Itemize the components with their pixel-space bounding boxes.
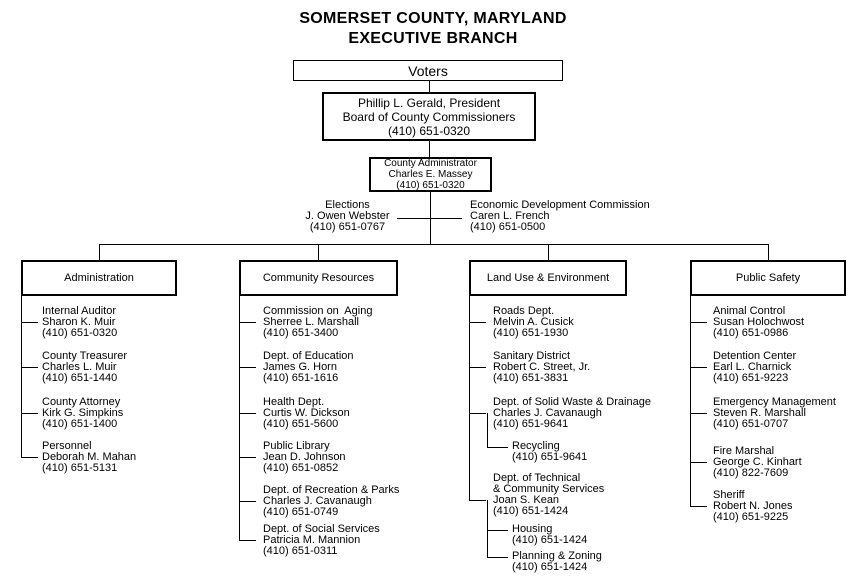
dept-phone: (410) 651-0986 bbox=[713, 327, 789, 339]
subdept-entry-housing bbox=[512, 524, 587, 546]
connector-board-administrator bbox=[429, 141, 430, 157]
division-title: Land Use & Environment bbox=[486, 272, 610, 284]
subdept-phone: (410) 651-9641 bbox=[512, 451, 588, 463]
connector-tick bbox=[21, 367, 38, 368]
page-title bbox=[0, 9, 866, 49]
dept-person: Caren L. French bbox=[470, 210, 550, 222]
dept-phone: (410) 651-9225 bbox=[713, 511, 789, 523]
dept-phone: (410) 651-9641 bbox=[493, 418, 569, 430]
dept-title: Sanitary District bbox=[493, 350, 571, 362]
dept-title: Dept. of Technical bbox=[493, 472, 581, 484]
connector-spine-public-safety bbox=[690, 296, 691, 506]
connector-tick bbox=[690, 367, 707, 368]
connector-drop-community-resources bbox=[318, 244, 319, 260]
dept-phone: (410) 651-0320 bbox=[42, 327, 118, 339]
dept-entry-health bbox=[263, 397, 350, 430]
dept-title: Economic Development Commission bbox=[470, 199, 650, 211]
dept-person: Charles L. Muir bbox=[42, 361, 117, 373]
division-box-public-safety bbox=[690, 260, 846, 296]
connector-spine-administration bbox=[21, 296, 22, 457]
division-box-administration bbox=[21, 260, 177, 296]
dept-phone: (410) 651-0749 bbox=[263, 506, 339, 518]
board-title: Board of County Commissioners bbox=[342, 109, 516, 124]
connector-voters-board bbox=[429, 81, 430, 92]
connector-tick bbox=[487, 530, 508, 531]
dept-person: George C. Kinhart bbox=[713, 456, 802, 468]
dept-entry-public-library bbox=[263, 441, 346, 474]
connector-tick bbox=[469, 413, 486, 414]
board-president: Phillip L. Gerald, President bbox=[357, 95, 501, 110]
dept-title: Sheriff bbox=[713, 489, 745, 501]
division-title: Administration bbox=[64, 272, 134, 284]
connector-drop-land-use bbox=[548, 244, 549, 260]
dept-phone: (410) 651-9223 bbox=[713, 372, 789, 384]
subdept-title: Housing bbox=[512, 523, 553, 535]
dept-person: Kirk G. Simpkins bbox=[42, 407, 124, 419]
connector-tick bbox=[239, 540, 256, 541]
division-box-land-use-environment bbox=[469, 260, 627, 296]
connector-tick bbox=[21, 413, 38, 414]
dept-person: Charles J. Cavanaugh bbox=[263, 495, 372, 507]
division-title: Public Safety bbox=[735, 272, 801, 284]
dept-entry-recreation-parks bbox=[263, 485, 399, 518]
administrator-phone: (410) 651-0320 bbox=[396, 180, 465, 191]
dept-person: Robert N. Jones bbox=[713, 500, 793, 512]
connector-tick bbox=[239, 413, 256, 414]
dept-phone: (410) 651-1424 bbox=[493, 505, 569, 517]
connector-drop-administration bbox=[99, 244, 100, 260]
dept-title: Commission on Aging bbox=[263, 305, 373, 317]
dept-phone: (410) 651-1930 bbox=[493, 327, 569, 339]
dept-title: Dept. of Solid Waste & Drainage bbox=[493, 396, 651, 408]
subdept-title: Recycling bbox=[512, 440, 560, 452]
dept-entry-internal-auditor bbox=[42, 306, 117, 339]
dept-title: Dept. of Recreation & Parks bbox=[263, 484, 400, 496]
dept-phone: (410) 651-0707 bbox=[713, 418, 789, 430]
page-title-line2: EXECUTIVE BRANCH bbox=[348, 30, 518, 47]
board-phone: (410) 651-0320 bbox=[387, 123, 471, 138]
administrator-title: County Administrator bbox=[384, 158, 477, 169]
connector-tick bbox=[239, 501, 256, 502]
connector-tick bbox=[690, 322, 707, 323]
connector-tick bbox=[239, 367, 256, 368]
dept-entry-sheriff bbox=[713, 490, 792, 523]
connector-tick bbox=[487, 447, 508, 448]
dept-phone: (410) 651-3400 bbox=[263, 327, 339, 339]
dept-person: Steven R. Marshall bbox=[713, 407, 806, 419]
elections-entry bbox=[295, 200, 400, 233]
dept-entry-detention-center bbox=[713, 351, 796, 384]
connector-drop-public-safety bbox=[768, 244, 769, 260]
connector-tick bbox=[239, 457, 256, 458]
dept-person: Joan S. Kean bbox=[493, 494, 560, 506]
division-box-community-resources bbox=[239, 260, 398, 296]
dept-person: Melvin A. Cusick bbox=[493, 316, 574, 328]
dept-title: Internal Auditor bbox=[42, 305, 116, 317]
dept-title: Public Library bbox=[263, 440, 330, 452]
dept-person: Robert C. Street, Jr. bbox=[493, 361, 591, 373]
dept-person: Sherree L. Marshall bbox=[263, 316, 359, 328]
subdept-phone: (410) 651-1424 bbox=[512, 561, 588, 573]
dept-entry-personnel bbox=[42, 441, 136, 474]
dept-entry-emergency-management bbox=[713, 397, 836, 430]
connector-subspine-solid-waste bbox=[487, 413, 488, 447]
dept-person: Susan Holochwost bbox=[713, 316, 805, 328]
voters-box bbox=[293, 60, 563, 81]
connector-spine-land-use bbox=[469, 296, 470, 500]
dept-phone: (410) 651-0500 bbox=[470, 221, 546, 233]
dept-title: Dept. of Education bbox=[263, 350, 354, 362]
dept-title: Roads Dept. bbox=[493, 305, 555, 317]
dept-person: J. Owen Webster bbox=[305, 210, 390, 222]
dept-phone: (410) 651-5131 bbox=[42, 462, 118, 474]
connector-tick bbox=[469, 500, 486, 501]
dept-entry-education bbox=[263, 351, 354, 384]
dept-entry-county-attorney bbox=[42, 397, 123, 430]
dept-title: Dept. of Social Services bbox=[263, 523, 380, 535]
dept-person: James G. Horn bbox=[263, 361, 337, 373]
dept-entry-technical-community-services bbox=[493, 473, 604, 517]
connector-branch-line bbox=[99, 244, 769, 245]
board-of-commissioners-box bbox=[322, 92, 536, 141]
connector-tick bbox=[21, 457, 38, 458]
division-title: Community Resources bbox=[262, 272, 375, 284]
subdept-phone: (410) 651-1424 bbox=[512, 534, 588, 546]
dept-title: County Treasurer bbox=[42, 350, 127, 362]
connector-spine-community-resources bbox=[239, 296, 240, 540]
dept-title: County Attorney bbox=[42, 396, 121, 408]
dept-entry-social-services bbox=[263, 524, 380, 557]
voters-label: Voters bbox=[408, 62, 448, 79]
dept-person: Deborah M. Mahan bbox=[42, 451, 137, 463]
dept-entry-solid-waste-drainage bbox=[493, 397, 651, 430]
dept-person: Charles J. Cavanaugh bbox=[493, 407, 602, 419]
dept-title: Detention Center bbox=[713, 350, 797, 362]
dept-title: Fire Marshal bbox=[713, 445, 775, 457]
dept-entry-county-treasurer bbox=[42, 351, 127, 384]
dept-entry-fire-marshal bbox=[713, 446, 802, 479]
dept-phone: (410) 651-0852 bbox=[263, 462, 339, 474]
dept-person: Earl L. Charnick bbox=[713, 361, 792, 373]
dept-title-line2: & Community Services bbox=[493, 483, 605, 495]
dept-entry-sanitary-district bbox=[493, 351, 590, 384]
dept-phone: (410) 651-0311 bbox=[263, 545, 338, 557]
dept-phone: (410) 822-7609 bbox=[713, 467, 789, 479]
connector-subspine-technical-services bbox=[487, 500, 488, 557]
connector-elections-economic bbox=[397, 218, 462, 219]
dept-person: Patricia M. Mannion bbox=[263, 534, 361, 546]
connector-tick bbox=[690, 506, 707, 507]
dept-phone: (410) 651-5600 bbox=[263, 418, 339, 430]
dept-phone: (410) 651-1400 bbox=[42, 418, 118, 430]
dept-entry-animal-control bbox=[713, 306, 804, 339]
dept-title: Animal Control bbox=[713, 305, 786, 317]
dept-phone: (410) 651-0767 bbox=[309, 221, 386, 233]
connector-tick bbox=[690, 413, 707, 414]
dept-title: Emergency Management bbox=[713, 396, 836, 408]
connector-tick bbox=[469, 367, 486, 368]
administrator-person: Charles E. Massey bbox=[388, 169, 473, 180]
dept-phone: (410) 651-1440 bbox=[42, 372, 118, 384]
connector-tick bbox=[487, 557, 508, 558]
connector-tick bbox=[239, 322, 256, 323]
subdept-title: Planning & Zoning bbox=[512, 550, 602, 562]
dept-title: Health Dept. bbox=[263, 396, 325, 408]
subdept-entry-planning-zoning bbox=[512, 551, 602, 573]
subdept-entry-recycling bbox=[512, 441, 587, 463]
dept-title: Elections bbox=[325, 199, 370, 211]
dept-entry-roads bbox=[493, 306, 574, 339]
dept-person: Curtis W. Dickson bbox=[263, 407, 350, 419]
dept-person: Jean D. Johnson bbox=[263, 451, 346, 463]
connector-tick bbox=[21, 322, 38, 323]
county-administrator-box bbox=[369, 157, 492, 192]
economic-development-entry bbox=[470, 200, 650, 233]
dept-phone: (410) 651-1616 bbox=[263, 372, 339, 384]
dept-entry-commission-on-aging bbox=[263, 306, 372, 339]
dept-title: Personnel bbox=[42, 440, 92, 452]
page-title-line1: SOMERSET COUNTY, MARYLAND bbox=[299, 10, 567, 27]
dept-phone: (410) 651-3831 bbox=[493, 372, 569, 384]
dept-person: Sharon K. Muir bbox=[42, 316, 116, 328]
connector-tick bbox=[469, 322, 486, 323]
connector-tick bbox=[690, 462, 707, 463]
